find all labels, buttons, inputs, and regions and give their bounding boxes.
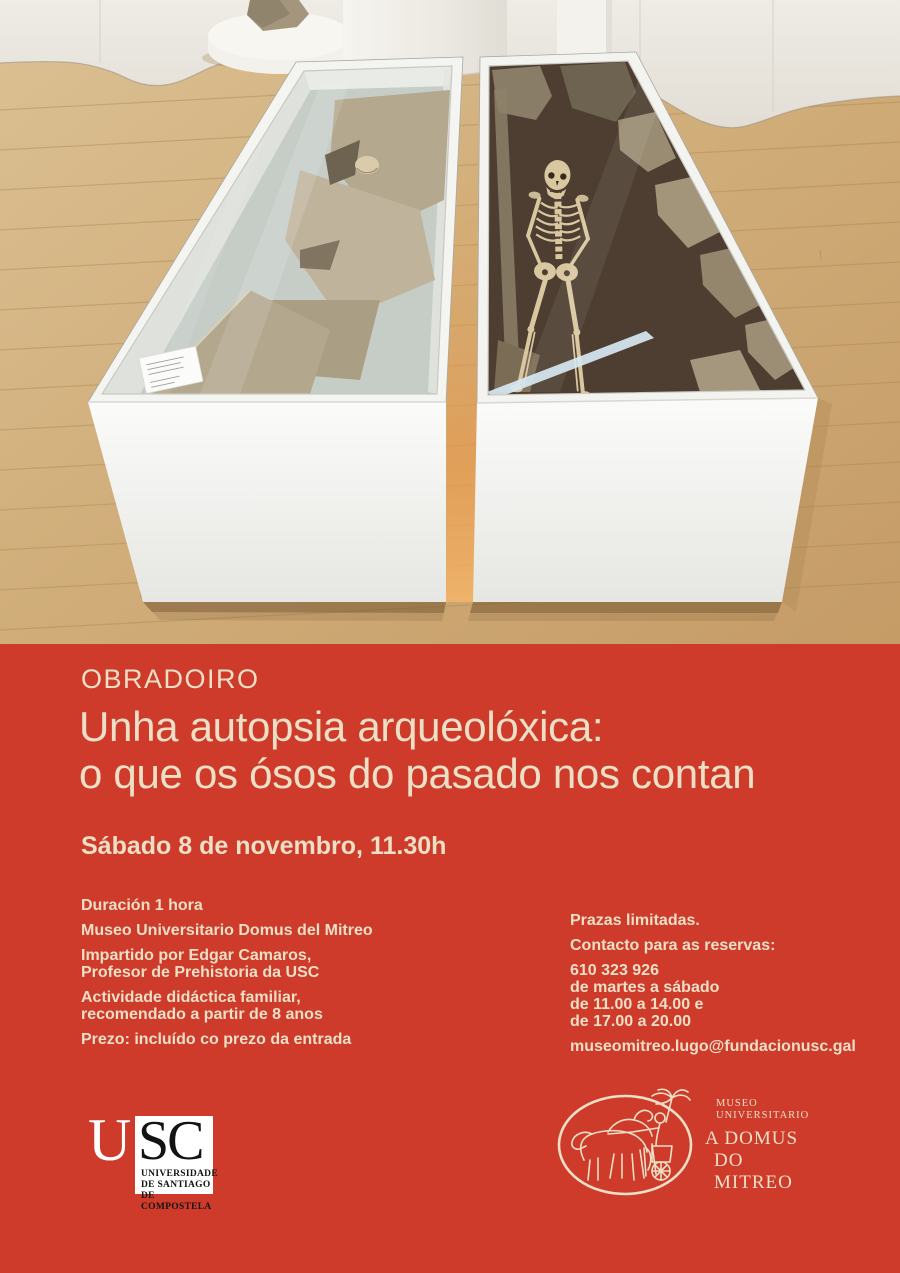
detail-audience: Actividade didáctica familiar, recomendado a partir de 8 anos: [81, 989, 323, 1023]
contact-phone: 610 323 926: [570, 962, 659, 979]
usc-logo-name: UNIVERSIDADE DE SANTIAGO DE COMPOSTELA: [141, 1169, 218, 1212]
skull-small: [355, 156, 379, 174]
detail-price: Prezo: incluído co prezo da entrada: [81, 1031, 352, 1048]
detail-duration: Duración 1 hora: [81, 897, 203, 914]
usc-logo-sc: SC: [138, 1110, 203, 1172]
details-right-column: [570, 912, 870, 1063]
details-left-column: [81, 897, 481, 1056]
detail-contact-heading: Contacto para as reservas:: [570, 937, 776, 954]
workshop-kicker: OBRADOIRO: [81, 664, 260, 694]
case-right-front: [473, 398, 818, 602]
domus-mitreo-emblem: [548, 1088, 718, 1208]
charioteer-head: [655, 1113, 665, 1123]
contact-email: museomitreo.lugo@fundacionusc.gal: [570, 1038, 856, 1055]
event-title: [79, 703, 755, 797]
event-title-line2: o que os ósos do pasado nos contan: [79, 750, 756, 797]
usc-logo: [88, 1107, 218, 1212]
usc-logo-box: [135, 1110, 218, 1212]
museum-wordmark: MUSEO UNIVERSITARIO A DOMUS DO MITREO: [705, 1098, 810, 1193]
event-title-line1: Unha autopsia arqueolóxica:: [79, 703, 604, 750]
case-left-front: [88, 402, 446, 602]
detail-instructor: Impartido por Edgar Camaros, Profesor de Prehistoria da USC: [81, 947, 320, 981]
emblem-oval: [559, 1096, 691, 1194]
usc-logo-u: U: [88, 1107, 132, 1173]
detail-contact-info: 610 323 926 de martes a sábado de 11.00 a 14.00 e de 17.00 a 20.00: [570, 962, 720, 1030]
detail-venue: Museo Universitario Domus del Mitreo: [81, 922, 373, 939]
detail-capacity: Prazas limitadas.: [570, 912, 700, 929]
event-datetime: Sábado 8 de novembro, 11.30h: [81, 832, 447, 860]
